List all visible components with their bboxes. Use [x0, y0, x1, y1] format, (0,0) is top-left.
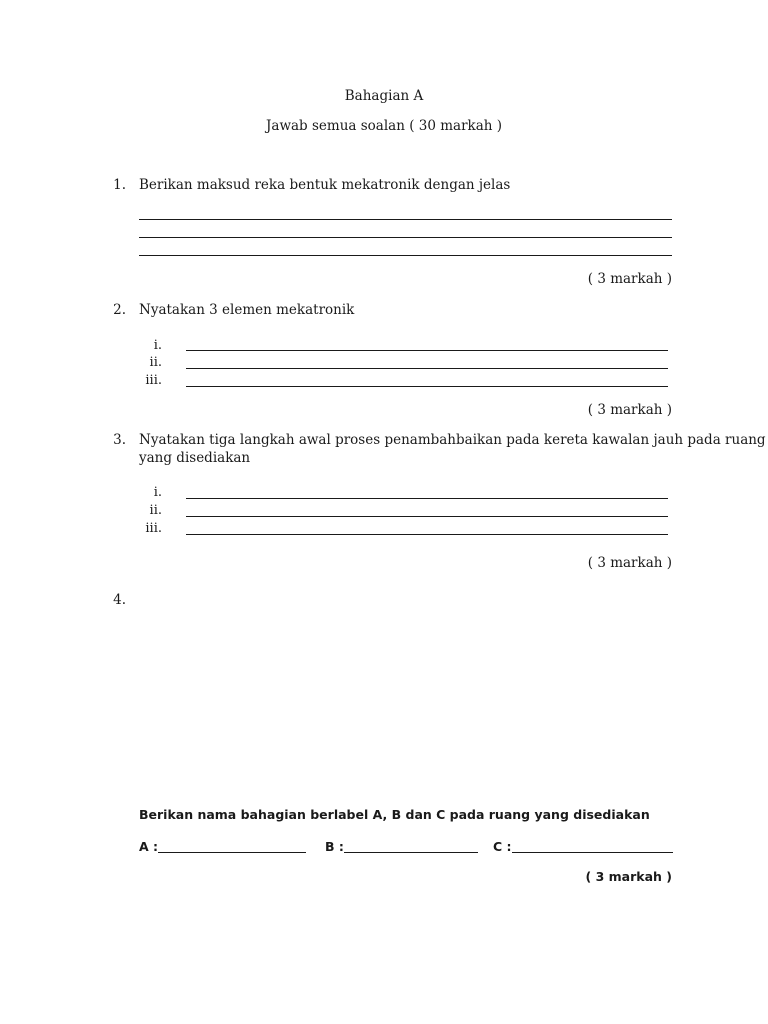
question-1-marks: ( 3 markah )	[587, 271, 672, 287]
answer-line[interactable]	[139, 219, 672, 220]
answer-line[interactable]	[139, 237, 672, 238]
question-4-number: 4.	[113, 592, 126, 608]
question-3-item-2-label: ii.	[149, 503, 162, 518]
answer-line-a[interactable]	[158, 852, 306, 853]
label-c: C :	[493, 839, 512, 854]
question-3-marks: ( 3 markah )	[587, 555, 672, 571]
section-title: Bahagian A	[344, 88, 424, 104]
question-2-number: 2.	[113, 302, 126, 318]
question-2-item-1-label: i.	[153, 338, 162, 353]
question-3-text-line-1: Nyatakan tiga langkah awal proses penambahbaikan pada kereta kawalan jauh pada ruang	[139, 432, 766, 448]
question-3-item-3-label: iii.	[145, 521, 162, 536]
answer-line-c[interactable]	[512, 852, 673, 853]
answer-line[interactable]	[186, 386, 668, 387]
question-1-text: Berikan maksud reka bentuk mekatronik dengan jelas	[139, 177, 511, 193]
section-instruction: Jawab semua soalan ( 30 markah )	[265, 118, 503, 134]
answer-line[interactable]	[139, 255, 672, 256]
answer-line[interactable]	[186, 368, 668, 369]
answer-line[interactable]	[186, 498, 668, 499]
question-3-number: 3.	[113, 432, 126, 448]
label-b: B :	[325, 839, 344, 854]
question-2-item-3-label: iii.	[145, 373, 162, 388]
question-4-marks: ( 3 markah )	[585, 869, 672, 884]
question-1-number: 1.	[113, 177, 126, 193]
question-3-item-1-label: i.	[153, 485, 162, 500]
answer-line[interactable]	[186, 350, 668, 351]
question-2-marks: ( 3 markah )	[587, 402, 672, 418]
question-3-text-line-2: yang disediakan	[139, 450, 251, 466]
question-2-item-2-label: ii.	[149, 355, 162, 370]
answer-line-b[interactable]	[344, 852, 478, 853]
answer-line[interactable]	[186, 534, 668, 535]
answer-line[interactable]	[186, 516, 668, 517]
question-4-instruction: Berikan nama bahagian berlabel A, B dan C pada ruang yang disediakan	[139, 807, 650, 822]
label-a: A :	[139, 839, 159, 854]
question-2-text: Nyatakan 3 elemen mekatronik	[139, 302, 355, 318]
